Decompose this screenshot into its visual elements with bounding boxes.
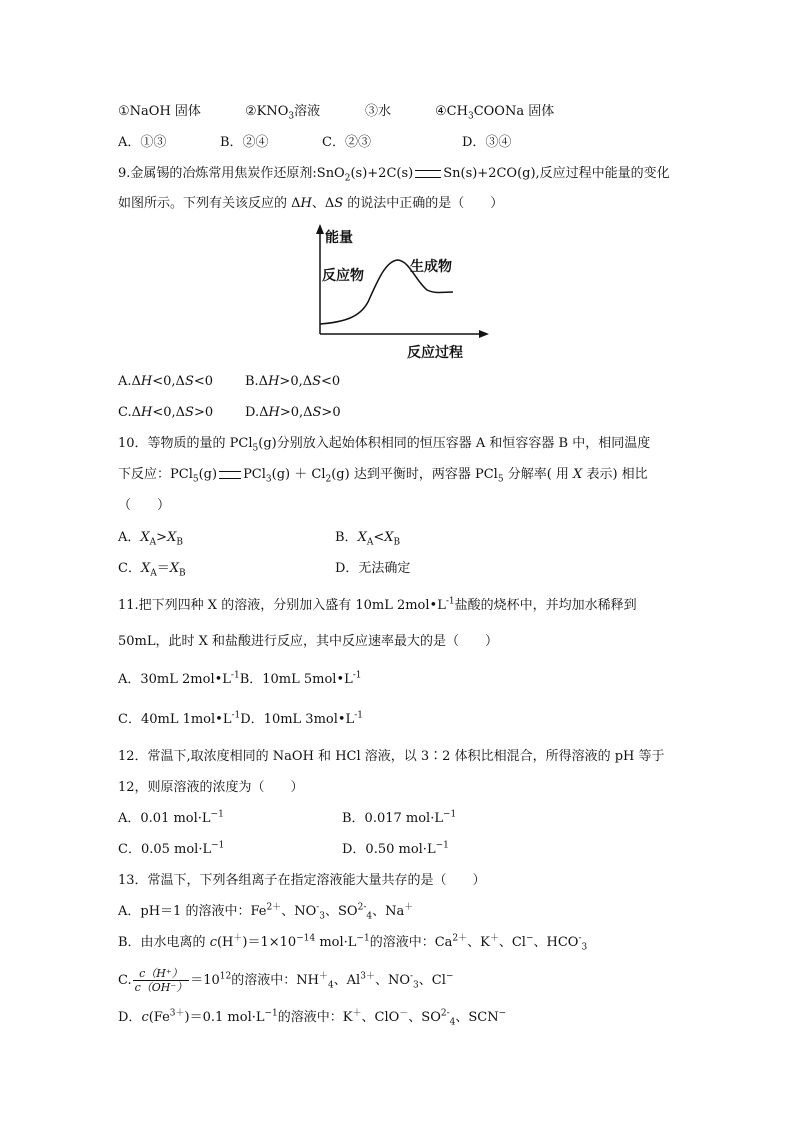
energy-diagram (305, 222, 495, 364)
equilibrium-sign-icon (219, 471, 241, 479)
q9-option-a: A.ΔH<0,ΔS<0 (118, 374, 214, 389)
equilibrium-sign-icon (415, 170, 441, 178)
q12-option-c: C．0.05 $mol\cdot L^{-1}$ (118, 840, 225, 857)
q10-answer-blank: （ ） (118, 498, 171, 513)
q9-option-d: D.ΔH>0,ΔS>0 (245, 405, 341, 420)
q13-option-d: D．$c(Fe^{3+})=0.1$ $mol\cdot L^{-1}$的溶液中：K＋、ClO－、$SO^{2-}_4$、SCN− (118, 1008, 507, 1028)
x-axis-arrow-icon (479, 330, 489, 338)
q12-stem-line2: 12，则原溶液的浓度为（ ） (118, 780, 304, 795)
q10-option-b: B．$X_A<X_B$ (335, 530, 401, 548)
reactant-label: 反应物 (322, 268, 364, 284)
q8-option-a: A．①③ (118, 135, 167, 150)
q10-option-d: D．无法确定 (335, 561, 411, 576)
q11-options-cd: C．40mL $1mol•L^{-1}D$．10mL $3mol•L^{-1}$ (118, 710, 363, 727)
q8-item-1: ①NaOH 固体 (118, 104, 201, 119)
q9-stem-line2: 如图所示。下列有关该反应的 ΔH、ΔS 的说法中正确的是（ ） (118, 196, 504, 211)
x-axis-label: 反应过程 (407, 345, 463, 361)
q13-option-c: C. $\frac{c(H^+)}{c(OH^-)}$ $=10^{12}$的溶液中：$NH^+_4$、$Al^{3+}$、$NO^-_3$、Cl− (118, 967, 454, 994)
q8-item-3: ③水 (365, 104, 392, 119)
q10-stem-line2: 下反应：PCl$_5$(g) $PCl_3(g) + Cl_2(g)$ 达到平衡时，两容器 PCl$_5$ 分解率( 用 X 表示) 相比 (118, 467, 648, 485)
concentration-ratio-fraction: $\frac{c(H^+)}{c(OH^-)}$ (134, 967, 188, 994)
y-axis-label: 能量 (325, 230, 353, 246)
y-axis-arrow-icon (316, 224, 324, 234)
q10-option-a: A．$X_A>X_B$ (118, 530, 183, 548)
q11-stem-line2: 50mL，此时 X 和盐酸进行反应，其中反应速率最大的是（ ） (118, 634, 499, 649)
q12-stem-line1: 12．常温下,取浓度相同的 NaOH 和 HCl 溶液，以 3∶2 体积比相混合，所得溶液的 pH 等于 (118, 749, 665, 764)
q8-item-2: $②KNO_3$溶液 (245, 104, 321, 122)
q8-option-c: C．②③ (322, 135, 371, 150)
q10-stem-line1: 10．等物质的量的 PCl$_5$(g)分别放入起始体积相同的恒压容器 A 和恒容容器 B 中，相同温度 (118, 436, 651, 454)
q9-stem-line1: 9.金属锡的冶炼常用焦炭作还原剂:SnO$_2$(s)+2C(s) Sn(s)+2CO(g),反应过程中能量的变化 (118, 166, 670, 184)
q9-option-b: B.ΔH>0,ΔS<0 (245, 374, 341, 389)
q11-stem-line1: 11.把下列四种 X 的溶液，分别加入盛有 10mL $2mol•L^{-1}$盐酸的烧杯中，并均加水稀释到 (118, 596, 637, 613)
q9-option-c: C.ΔH<0,ΔS>0 (118, 405, 214, 420)
q11-options-ab: A．30mL $2mol•L^{-1}B$．10mL $5mol•L^{-1}$ (118, 670, 362, 687)
q8-option-d: D．③④ (462, 135, 512, 150)
q13-option-b: B．由水电离的 $c(H^+)=1\times 10^{-14}$ $mol\cdot L^{-1}$的溶液中：$Ca^{2+}$、K＋、Cl−、$HCO^-_3$ (118, 933, 588, 953)
product-label: 生成物 (410, 259, 452, 275)
q13-option-a: A．pH＝1 的溶液中：$Fe^{2+}$、$NO^-_3$、$SO^{2-}_4$、Na＋ (118, 902, 414, 922)
q13-stem: 13．常温下，下列各组离子在指定溶液能大量共存的是（ ） (118, 873, 486, 888)
q8-option-b: B．②④ (220, 135, 269, 150)
q12-option-a: A．0.01 $mol\cdot L^{-1}$ (118, 809, 224, 826)
q8-item-4: $④CH_3COONa$ 固体 (435, 104, 555, 122)
q12-option-b: B．0.017 $mol\cdot L^{-1}$ (342, 809, 457, 826)
q10-option-c: C．$X_A=X_B$ (118, 561, 186, 579)
q12-option-d: D．0.50 $mol\cdot L^{-1}$ (342, 840, 449, 857)
